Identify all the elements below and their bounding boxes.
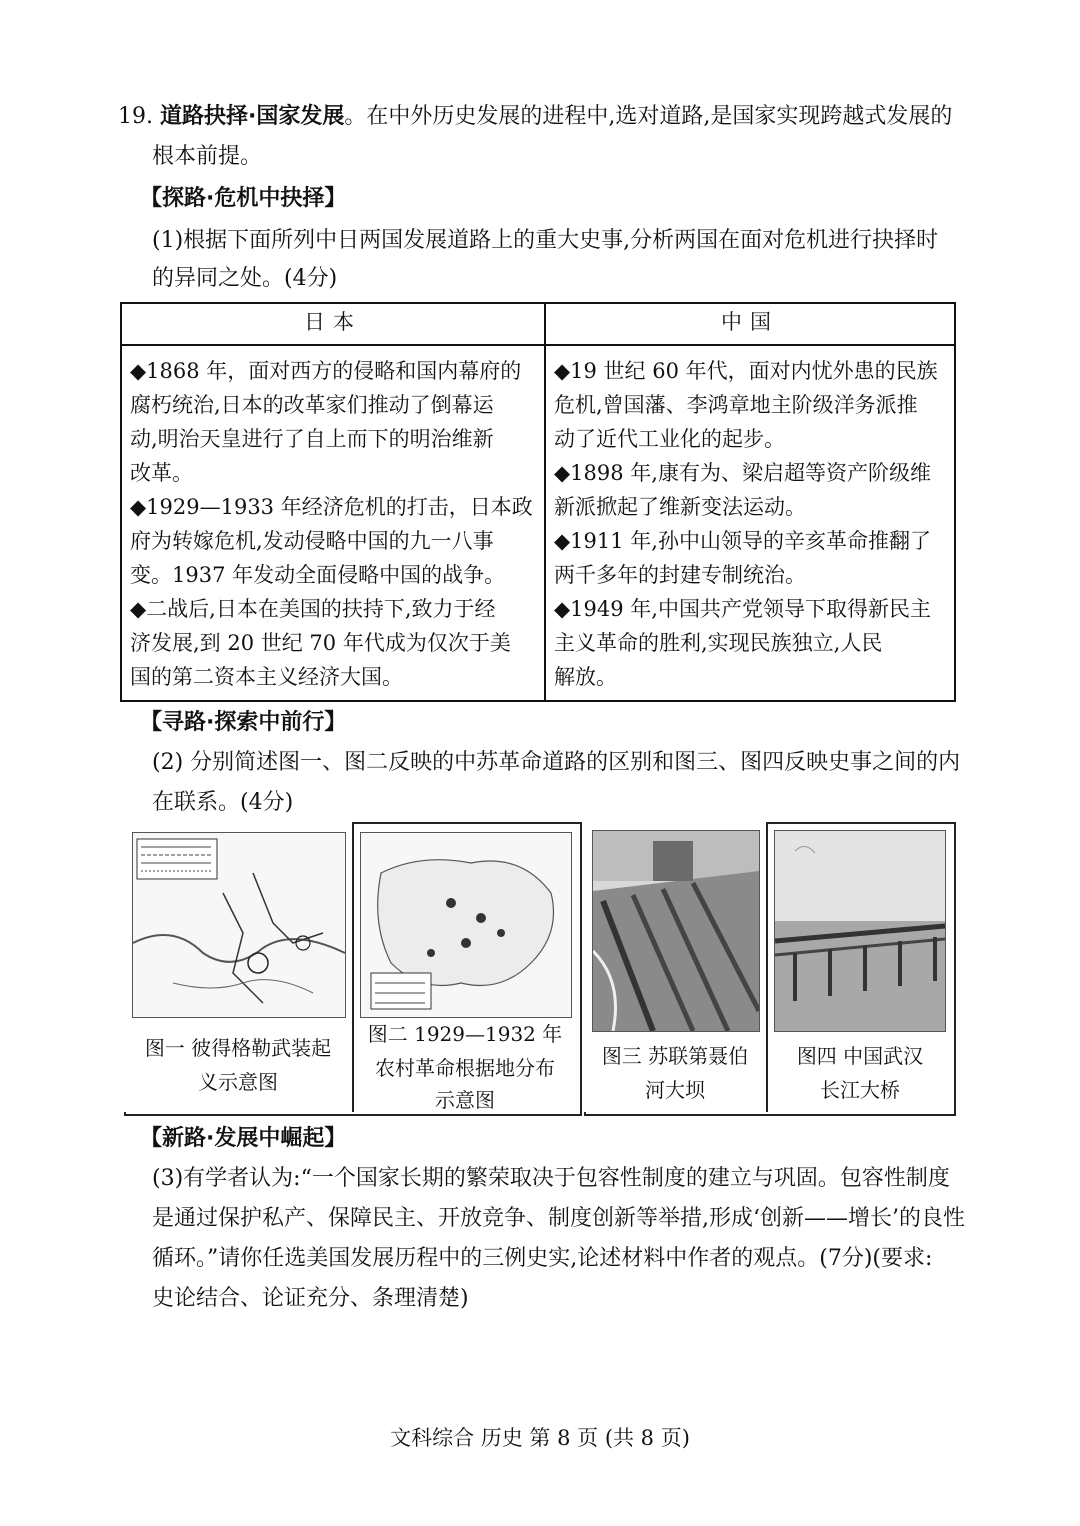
figure2-caption-2: 农村革命根据地分布: [375, 1056, 555, 1080]
china-cell: [545, 345, 955, 701]
section2-question-1: (2) 分别简述图一、图二反映的中苏革命道路的区别和图三、图四反映史事之间的内: [152, 750, 961, 775]
china-line: 主义革命的胜利,实现民族独立,人民: [554, 631, 883, 655]
figure1-caption-1: 图一 彼得格勒武装起: [144, 1036, 332, 1060]
figure3-photo: [592, 830, 760, 1032]
section3-line-4: 史论结合、论证充分、条理清楚): [152, 1286, 469, 1311]
figure3-caption-2: 河大坝: [645, 1078, 705, 1102]
china-line: ◆1898 年,康有为、梁启超等资产阶级维: [554, 461, 931, 485]
question-number: 19.: [118, 104, 153, 129]
japan-line: 变。1937 年发动全面侵略中国的战争。: [130, 563, 506, 587]
japan-line: 济发展,到 20 世纪 70 年代成为仅次于美: [130, 631, 511, 655]
japan-cell: [121, 345, 545, 701]
table-header-china: 中国: [545, 303, 955, 345]
japan-line: 改革。: [130, 461, 193, 485]
section1-question-1: (1)根据下面所列中日两国发展道路上的重大史事,分析两国在面对危机进行抉择时: [152, 228, 939, 253]
figure2-caption-1: 图二 1929—1932 年: [367, 1022, 563, 1046]
section3-header: 【新路·发展中崛起】: [140, 1126, 347, 1151]
japan-line: 府为转嫁危机,发动侵略中国的九一八事: [130, 529, 494, 553]
china-line: 解放。: [554, 665, 617, 689]
section2-header: 【寻路·探索中前行】: [140, 710, 347, 735]
japan-line: 腐朽统治,日本的改革家们推动了倒幕运: [130, 393, 494, 417]
section3-line-1: (3)有学者认为:“一个国家长期的繁荣取决于包容性制度的建立与巩固。包容性制度: [152, 1166, 950, 1191]
china-line: 危机,曾国藩、李鸿章地主阶级洋务派推: [554, 393, 918, 417]
figure4-photo: [774, 830, 946, 1032]
china-line: 两千多年的封建专制统治。: [554, 563, 806, 587]
japan-line: ◆二战后,日本在美国的扶持下,致力于经: [130, 597, 496, 621]
japan-line: 国的第二资本主义经济大国。: [130, 665, 403, 689]
figure1-map: [132, 832, 346, 1018]
section1-header: 【探路·危机中抉择】: [140, 186, 347, 211]
question-intro-1: 。在中外历史发展的进程中,选对道路,是国家实现跨越式发展的: [344, 104, 953, 129]
question-title: 道路抉择·国家发展: [160, 104, 345, 129]
section2-question-2: 在联系。(4分): [152, 790, 294, 815]
figure4-caption-1: 图四 中国武汉: [796, 1044, 924, 1068]
china-line: ◆1911 年,孙中山领导的辛亥革命推翻了: [554, 529, 931, 553]
section3-line-2: 是通过保护私产、保障民主、开放竞争、制度创新等举措,形成‘创新——增长’的良性: [152, 1206, 965, 1231]
question-intro-2: 根本前提。: [152, 144, 263, 169]
section3-line-3: 循环。”请你任选美国发展历程中的三例史实,论述材料中作者的观点。(7分)(要求:: [152, 1246, 933, 1271]
china-line: 新派掀起了维新变法运动。: [554, 495, 806, 519]
japan-line: ◆1929—1933 年经济危机的打击，日本政: [130, 495, 533, 519]
figure3-caption-1: 图三 苏联第聂伯: [601, 1044, 749, 1068]
table-header-japan: 日本: [121, 303, 545, 345]
figure2-caption-3: 示意图: [435, 1088, 495, 1112]
page-footer: 文科综合 历史 第 8 页 (共 8 页): [390, 1426, 690, 1450]
section1-question-2: 的异同之处。(4分): [152, 266, 338, 291]
figure1-caption-2: 义示意图: [198, 1070, 278, 1094]
japan-line: 动,明治天皇进行了自上而下的明治维新: [130, 427, 494, 451]
china-line: 动了近代工业化的起步。: [554, 427, 785, 451]
figure2-map: [360, 832, 572, 1018]
comparison-table: [120, 302, 956, 702]
question-heading: [118, 100, 952, 134]
china-line: ◆19 世纪 60 年代，面对内忧外患的民族: [554, 359, 938, 383]
china-line: ◆1949 年,中国共产党领导下取得新民主: [554, 597, 931, 621]
figure4-caption-2: 长江大桥: [820, 1078, 900, 1102]
japan-line: ◆1868 年，面对西方的侵略和国内幕府的: [130, 359, 522, 383]
